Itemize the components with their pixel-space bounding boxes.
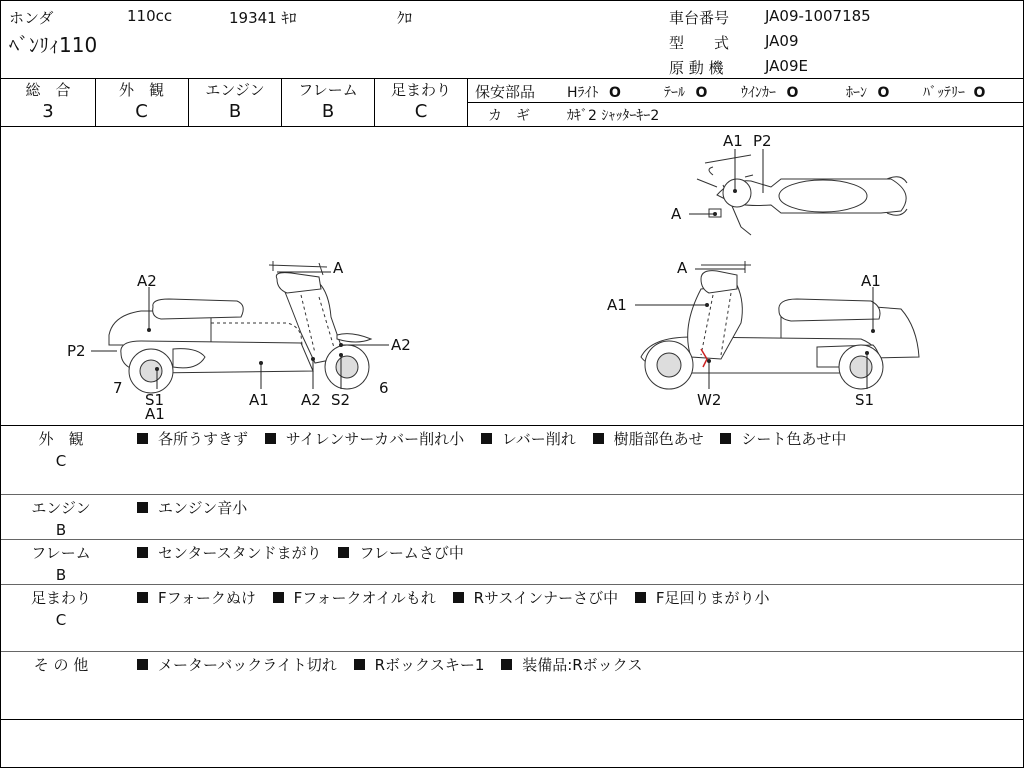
- grade-suspension-value: C: [414, 101, 428, 122]
- label-left-a2-right: A2: [391, 336, 411, 354]
- section-suspension-items: [137, 587, 782, 609]
- safety-tail-label: ﾃｰﾙ: [664, 85, 685, 101]
- grade-frame-value: B: [321, 101, 335, 122]
- grade-exterior: [95, 79, 189, 126]
- section-other: [1, 651, 1023, 718]
- label-right-a: A: [677, 259, 688, 277]
- section-suspension: [1, 584, 1023, 651]
- type-value: JA09: [765, 32, 799, 50]
- list-item: 樹脂部色あせ: [593, 430, 704, 448]
- grade-engine: [189, 79, 282, 126]
- section-frame-header: [21, 542, 101, 586]
- safety-winker-label: ｳｲﾝｶｰ: [741, 85, 776, 101]
- safety-battery: [923, 82, 985, 102]
- safety-parts-label: 保安部品: [475, 83, 536, 101]
- label-top-a: A: [671, 205, 682, 223]
- engine-model-value: JA09E: [765, 57, 808, 75]
- key-value: ｶｷﾞ2 ｼｬｯﾀｰｷｰ2: [567, 108, 660, 124]
- grade-exterior-value: C: [135, 101, 148, 122]
- list-item: センタースタンドまがり: [137, 544, 322, 562]
- grade-engine-label: エンジン: [205, 81, 265, 99]
- damage-diagram: [1, 127, 1023, 425]
- list-item: Rボックスキー1: [354, 656, 485, 674]
- label-left-a: A: [333, 259, 344, 277]
- safety-headlight-label: Hﾗｲﾄ: [567, 85, 599, 101]
- label-left-p2: P2: [67, 342, 86, 360]
- section-exterior: [1, 425, 1023, 494]
- grade-overall: [1, 79, 96, 126]
- list-item: Fフォークぬけ: [137, 589, 256, 607]
- frame-no-label: 車台番号: [669, 9, 730, 27]
- grade-overall-value: 3: [42, 101, 54, 122]
- list-item: 装備品:Rボックス: [501, 656, 642, 674]
- label-left-7: 7: [113, 379, 123, 397]
- color: ｸﾛ: [397, 9, 413, 27]
- label-top-p2: P2: [753, 132, 772, 150]
- section-exterior-items: [137, 428, 858, 450]
- section-frame-grade: B: [55, 566, 67, 584]
- grade-suspension: [375, 79, 468, 126]
- list-item: シート色あせ中: [720, 430, 846, 448]
- label-top-a1: A1: [723, 132, 743, 150]
- section-suspension-grade: C: [55, 611, 67, 629]
- safety-headlight-ok: O: [608, 85, 621, 101]
- label-left-6: 6: [379, 379, 389, 397]
- label-right-a1-left: A1: [607, 296, 627, 314]
- label-right-w2: W2: [697, 391, 722, 409]
- label-left-a2-top: A2: [137, 272, 157, 290]
- list-item: レバー削れ: [481, 430, 576, 448]
- section-exterior-header: [21, 428, 101, 472]
- key-label: カ ギ: [488, 108, 530, 124]
- section-other-items: [137, 654, 655, 676]
- list-item: エンジン音小: [137, 499, 247, 517]
- label-right-a1-right: A1: [861, 272, 881, 290]
- safety-winker: [741, 82, 798, 102]
- section-exterior-grade: C: [55, 452, 67, 470]
- scooter-top-view: [697, 155, 907, 235]
- list-item: Rサスインナーさび中: [453, 589, 619, 607]
- list-item: フレームさび中: [338, 544, 463, 562]
- label-left-a1-under: A1: [145, 405, 165, 423]
- type-label: 型 式: [669, 34, 730, 52]
- label-left-a2-bottom: A2: [301, 391, 321, 409]
- label-right-s1: S1: [855, 391, 875, 409]
- safety-tail-ok: O: [695, 85, 708, 101]
- list-item: F足回りまがり小: [635, 589, 770, 607]
- section-suspension-label: 足まわり: [30, 589, 91, 607]
- label-left-a1: A1: [249, 391, 269, 409]
- section-frame-items: [137, 542, 476, 564]
- maker: ホンダ: [9, 9, 54, 27]
- engine-model-label: 原 動 機: [669, 59, 724, 77]
- section-other-header: [21, 654, 101, 676]
- list-item: Fフォークオイルもれ: [273, 589, 436, 607]
- section-engine-grade: B: [55, 521, 67, 539]
- frame-no: JA09-1007185: [765, 7, 871, 25]
- list-item: 各所うすきず: [137, 430, 248, 448]
- section-frame-label: フレーム: [31, 544, 91, 562]
- section-engine-header: [21, 497, 101, 541]
- list-item: サイレンサーカバー削れ小: [265, 430, 464, 448]
- safety-tail: [664, 82, 707, 102]
- model-name: ﾍﾞﾝﾘｨ110: [9, 33, 98, 57]
- grade-frame-label: フレーム: [298, 81, 358, 99]
- grade-exterior-label: 外 観: [118, 81, 164, 99]
- safety-battery-label: ﾊﾞｯﾃﾘｰ: [923, 85, 965, 101]
- safety-horn: [846, 82, 889, 102]
- safety-headlight: [567, 82, 621, 102]
- displacement: 110cc: [127, 7, 173, 25]
- section-engine: [1, 494, 1023, 539]
- list-item: メーターバックライト切れ: [137, 656, 337, 674]
- safety-horn-ok: O: [877, 85, 890, 101]
- label-left-s2: S2: [331, 391, 351, 409]
- mileage: 19341 ｷﾛ: [229, 9, 297, 27]
- grade-engine-value: B: [228, 101, 242, 122]
- grade-suspension-label: 足まわり: [390, 81, 451, 99]
- safety-battery-ok: O: [973, 85, 986, 101]
- grade-overall-label: 総 合: [25, 81, 71, 99]
- section-exterior-label: 外 観: [38, 430, 84, 448]
- section-engine-label: エンジン: [31, 499, 91, 517]
- section-engine-items: [137, 497, 259, 519]
- section-frame: [1, 539, 1023, 584]
- safety-winker-ok: O: [786, 85, 799, 101]
- safety-horn-label: ﾎｰﾝ: [846, 85, 867, 101]
- grade-frame: [282, 79, 375, 126]
- section-other-label: そ の 他: [33, 656, 89, 674]
- label-left-s1: S1: [145, 391, 165, 409]
- grade-row: [1, 78, 1023, 126]
- section-suspension-header: [21, 587, 101, 631]
